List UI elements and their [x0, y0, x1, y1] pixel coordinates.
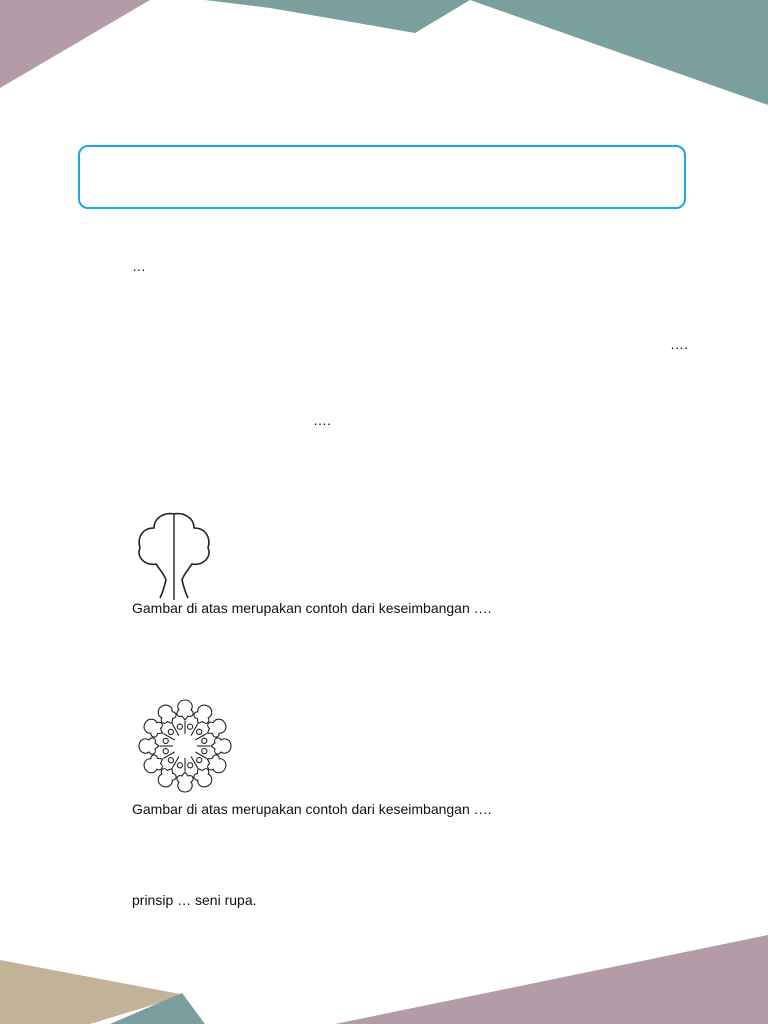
- question-3-blank: ….: [313, 412, 331, 428]
- title-frame: [78, 145, 686, 209]
- question-6-text: prinsip … seni rupa.: [132, 892, 257, 908]
- bottom-right-mauve-shape: [335, 935, 768, 1024]
- symmetric-tree-figure: [134, 510, 214, 600]
- question-5-caption: Gambar di atas merupakan contoh dari keseimbangan ….: [132, 801, 492, 817]
- top-left-mauve-shape: [0, 0, 150, 88]
- radial-ornament-figure: [134, 697, 236, 795]
- top-right-teal-shape: [205, 0, 768, 105]
- question-4-caption: Gambar di atas merupakan contoh dari keseimbangan ….: [132, 600, 492, 616]
- question-2-blank: ….: [670, 336, 688, 352]
- question-1-blank: …: [132, 258, 146, 274]
